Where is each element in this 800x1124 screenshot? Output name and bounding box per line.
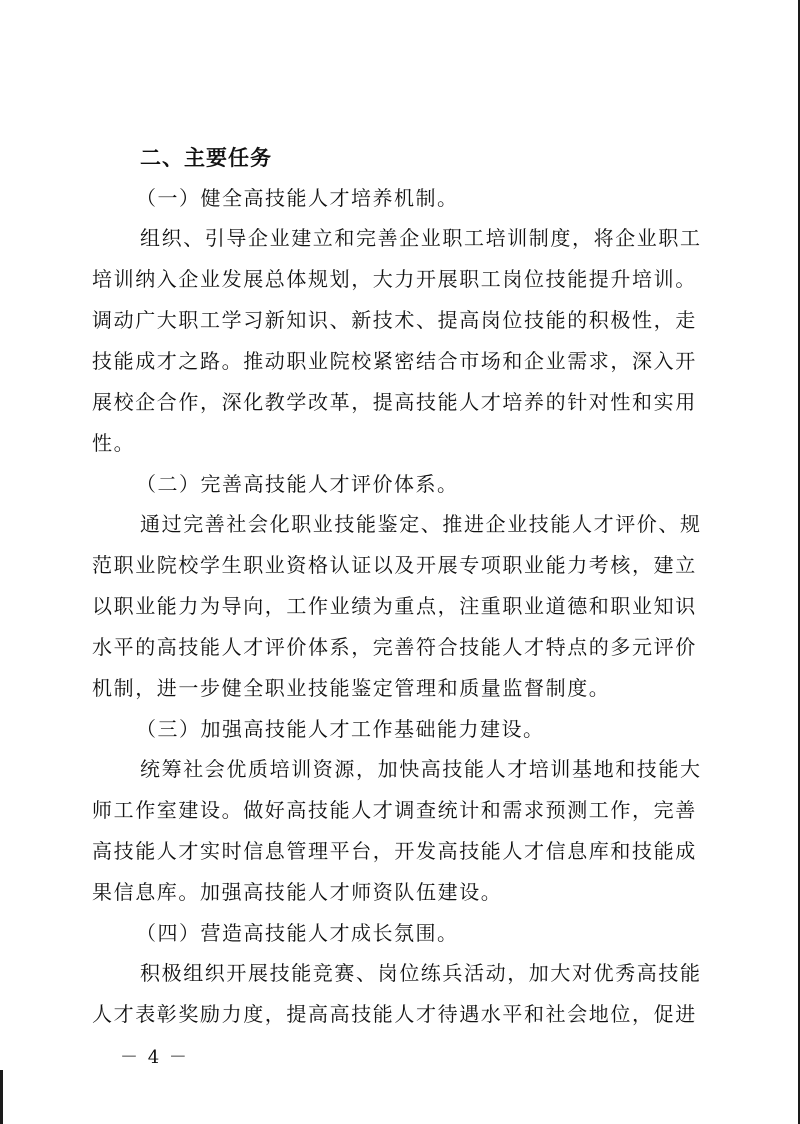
paragraph-line: 人才表彰奖励力度，提高高技能人才待遇水平和社会地位，促进: [92, 1002, 697, 1026]
paragraph-line: 机制，进一步健全职业技能鉴定管理和质量监督制度。: [92, 676, 611, 700]
paragraph-line: 性。: [92, 431, 136, 455]
paragraph-line: 高技能人才实时信息管理平台，开发高技能人才信息库和技能成: [92, 839, 697, 863]
paragraph-3: [92, 749, 702, 913]
paragraph-line: 水平的高技能人才评价体系，完善符合技能人才特点的多元评价: [92, 635, 697, 659]
paragraph-line: 组织、引导企业建立和完善企业职工培训制度，将企业职工: [140, 226, 702, 250]
subsection-title-2: （二）完善高技能人才评价体系。: [136, 472, 459, 496]
section-heading: 二、主要任务: [140, 146, 272, 170]
paragraph-line: 调动广大职工学习新知识、新技术、提高岗位技能的积极性，走: [92, 308, 697, 332]
paragraph-4: [92, 953, 702, 1035]
paragraph-line: 师工作室建设。做好高技能人才调查统计和需求预测工作，完善: [92, 798, 697, 822]
paragraph-line: 技能成才之路。推动职业院校紧密结合市场和企业需求，深入开: [92, 349, 697, 373]
paragraph-line: 统筹社会优质培训资源，加快高技能人才培训基地和技能大: [140, 757, 702, 781]
subsection-title-1: （一）健全高技能人才培养机制。: [136, 186, 459, 210]
paragraph-line: 通过完善社会化职业技能鉴定、推进企业技能人才评价、规: [140, 512, 702, 536]
scan-edge-left: [0, 1070, 3, 1124]
paragraph-line: 以职业能力为导向，工作业绩为重点，注重职业道德和职业知识: [92, 594, 697, 618]
paragraph-2: [92, 504, 702, 709]
paragraph-1: [92, 218, 702, 464]
paragraph-line: 培训纳入企业发展总体规划，大力开展职工岗位技能提升培训。: [92, 267, 697, 291]
page-number: － 4 －: [120, 1047, 189, 1068]
paragraph-line: 范职业院校学生职业资格认证以及开展专项职业能力考核，建立: [92, 553, 697, 577]
subsection-title-3: （三）加强高技能人才工作基础能力建设。: [136, 717, 545, 741]
paragraph-line: 果信息库。加强高技能人才师资队伍建设。: [92, 880, 503, 904]
paragraph-line: 展校企合作，深化教学改革，提高技能人才培养的针对性和实用: [92, 390, 697, 414]
paragraph-line: 积极组织开展技能竞赛、岗位练兵活动，加大对优秀高技能: [140, 961, 702, 985]
subsection-title-4: （四）营造高技能人才成长氛围。: [136, 921, 459, 945]
page-content: [92, 138, 702, 1035]
